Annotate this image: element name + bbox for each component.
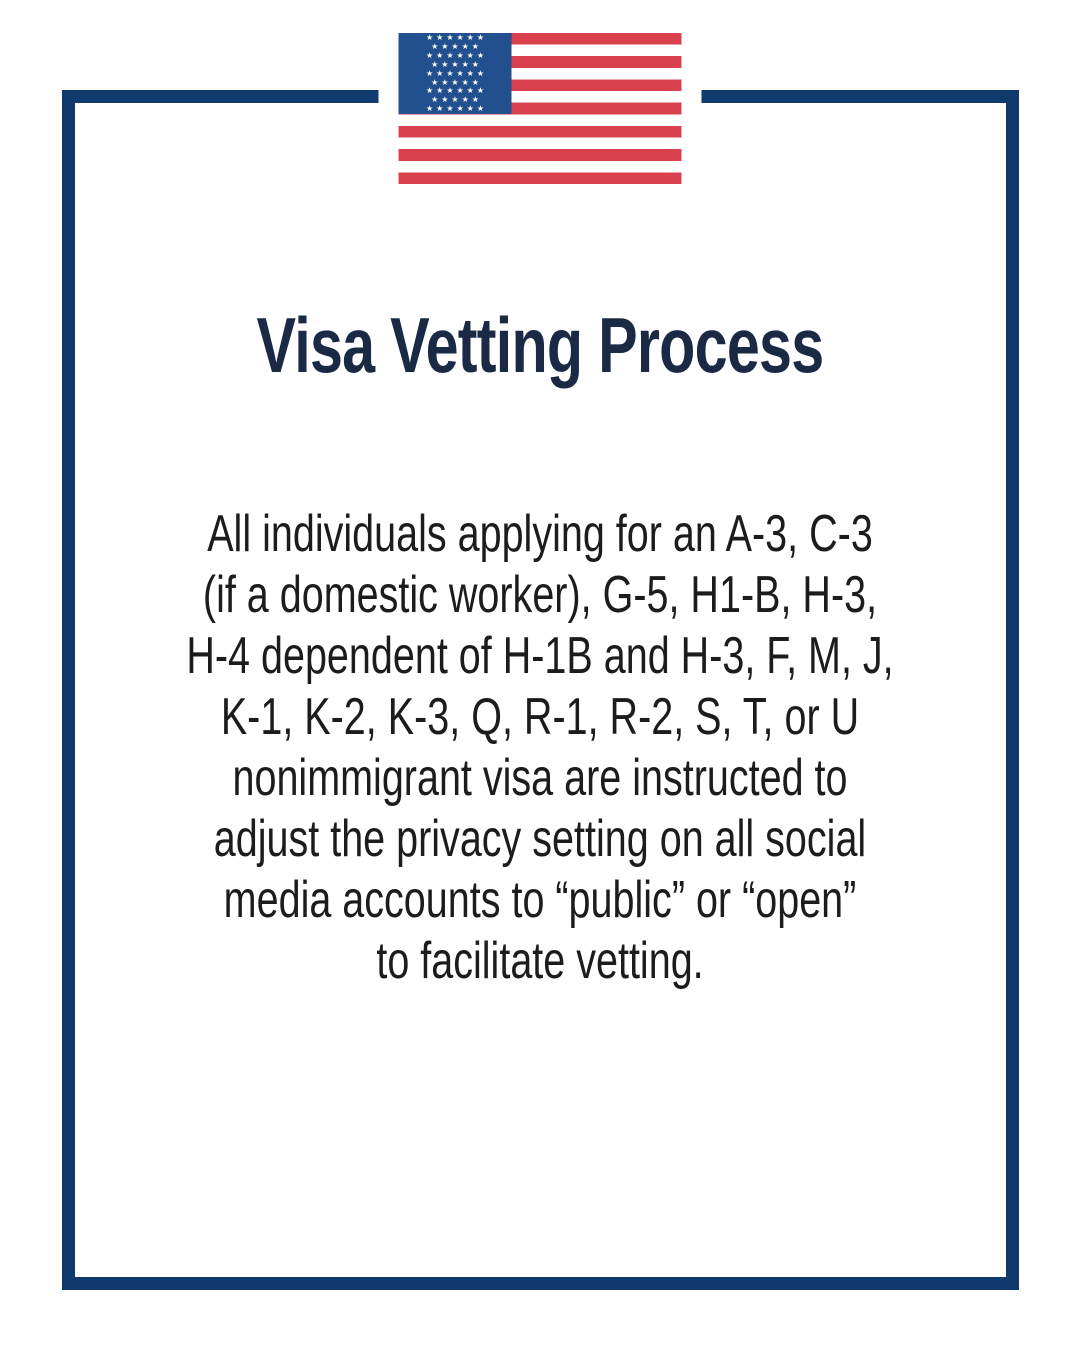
flag-star-row: ★★★★★ xyxy=(431,59,482,69)
us-flag-icon xyxy=(379,33,702,184)
body-paragraph xyxy=(130,504,951,992)
page-title: Visa Vetting Process xyxy=(256,301,824,389)
paragraph-line: H-4 dependent of H-1B and H-3, F, M, J, xyxy=(186,627,894,685)
flag-star-row: ★★★★★ xyxy=(431,77,482,87)
flag-star-row: ★★★★★★ xyxy=(425,68,488,78)
paragraph-line: K-1, K-2, K-3, Q, R-1, R-2, S, T, or U xyxy=(220,688,860,746)
paragraph-line: All individuals applying for an A-3, C-3 xyxy=(207,505,873,563)
paragraph-line: media accounts to “public” or “open” xyxy=(223,871,857,929)
paragraph-line: to facilitate vetting. xyxy=(376,932,704,990)
paragraph-line: nonimmigrant visa are instructed to xyxy=(232,749,848,807)
paragraph-line: (if a domestic worker), G-5, H1-B, H-3, xyxy=(202,566,878,624)
flag-star-row: ★★★★★ xyxy=(431,95,482,105)
paragraph-line: adjust the privacy setting on all social xyxy=(213,810,867,868)
flag-star-row: ★★★★★ xyxy=(431,41,482,51)
flag-star-row: ★★★★★★ xyxy=(425,33,488,42)
flag-star-row: ★★★★★★ xyxy=(425,50,488,60)
us-flag-stripes xyxy=(399,33,682,184)
flag-star-row: ★★★★★★ xyxy=(425,104,488,114)
flag-star-row: ★★★★★★ xyxy=(425,86,488,96)
us-flag-canton xyxy=(399,33,512,114)
